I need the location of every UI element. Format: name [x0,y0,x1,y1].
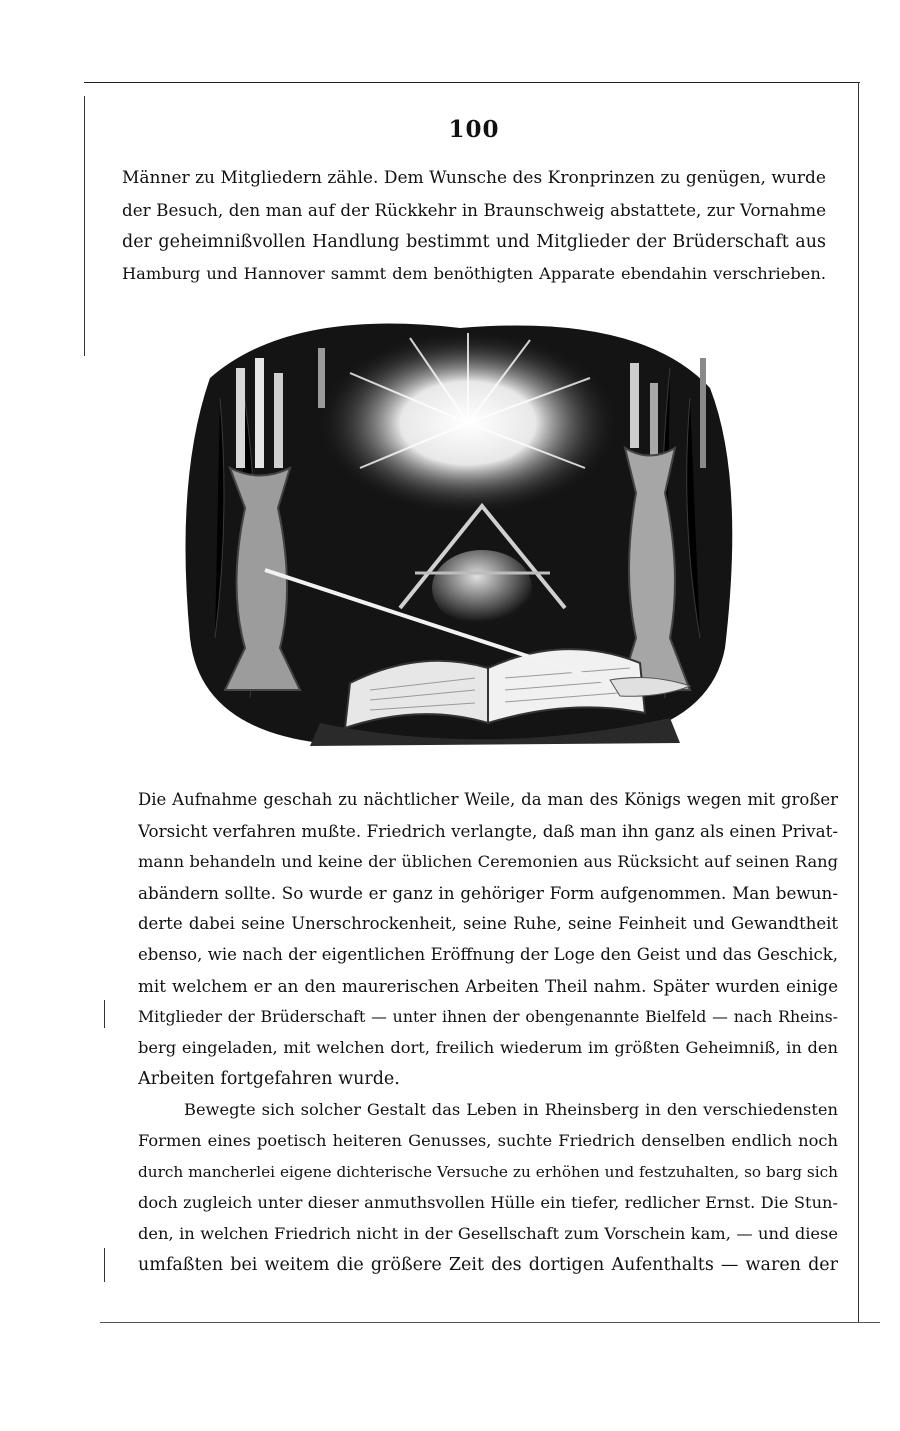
text-line: Vorsicht verfahren mußte. Friedrich verlangte, daß man ihn ganz als einen Privat- [138,821,838,841]
text-line: Arbeiten fortgefahren wurde. [138,1069,400,1089]
text-line: umfaßten bei weitem die größere Zeit des dortigen Aufenthalts — waren der [138,1255,838,1275]
text-line: mit welchem er an den maurerischen Arbeiten Theil nahm. Später wurden einige [138,976,838,996]
text-line: ebenso, wie nach der eigentlichen Eröffnung der Loge den Geist und das Geschick, [138,945,838,964]
text-line: Mitglieder der Brüderschaft — unter ihnen der obengenannte Bielfeld — nach Rheins- [138,1007,838,1026]
text-line: abändern sollte. So wurde er ganz in gehöriger Form aufgenommen. Man bewun- [138,883,838,903]
page-border-top [84,82,860,83]
text-line: Hamburg und Hannover sammt dem benöthigten Apparate ebendahin verschrieben. [122,264,826,283]
masonic-altar-illustration-icon [170,318,740,758]
page-border-bottom [100,1322,880,1323]
page-border-right [858,82,859,1322]
text-line: den, in welchen Friedrich nicht in der Gesellschaft zum Vorschein kam, — und diese [138,1224,838,1243]
text-line: der Besuch, den man auf der Rückkehr in Braunschweig abstattete, zur Vornahme [122,200,826,220]
margin-mark [104,1248,105,1282]
text-line: derte dabei seine Unerschrockenheit, seine Ruhe, seine Feinheit und Gewandtheit [138,914,838,933]
text-line: der geheimnißvollen Handlung bestimmt und Mitglieder der Brüderschaft aus [122,232,826,252]
margin-mark [104,1000,105,1028]
text-line: Die Aufnahme geschah zu nächtlicher Weile, da man des Königs wegen mit großer [138,790,838,809]
text-line: Bewegte sich solcher Gestalt das Leben in Rheinsberg in den verschiedensten [184,1100,838,1119]
text-line: Männer zu Mitgliedern zähle. Dem Wunsche des Kronprinzen zu genügen, wurde [122,168,826,188]
text-line: Formen eines poetisch heiteren Genusses, suchte Friedrich denselben endlich noch [138,1131,838,1150]
text-line: berg eingeladen, mit welchen dort, freilich wiederum im größten Geheimniß, in den [138,1038,838,1057]
text-line: mann behandeln und keine der üblichen Ceremonien aus Rücksicht auf seinen Rang [138,852,838,871]
text-line: durch mancherlei eigene dichterische Versuche zu erhöhen und festzuhalten, so barg sich [138,1163,838,1181]
text-line: doch zugleich unter dieser anmuthsvollen Hülle ein tiefer, redlicher Ernst. Die Stun- [138,1193,838,1212]
page-number: 100 [448,116,500,143]
